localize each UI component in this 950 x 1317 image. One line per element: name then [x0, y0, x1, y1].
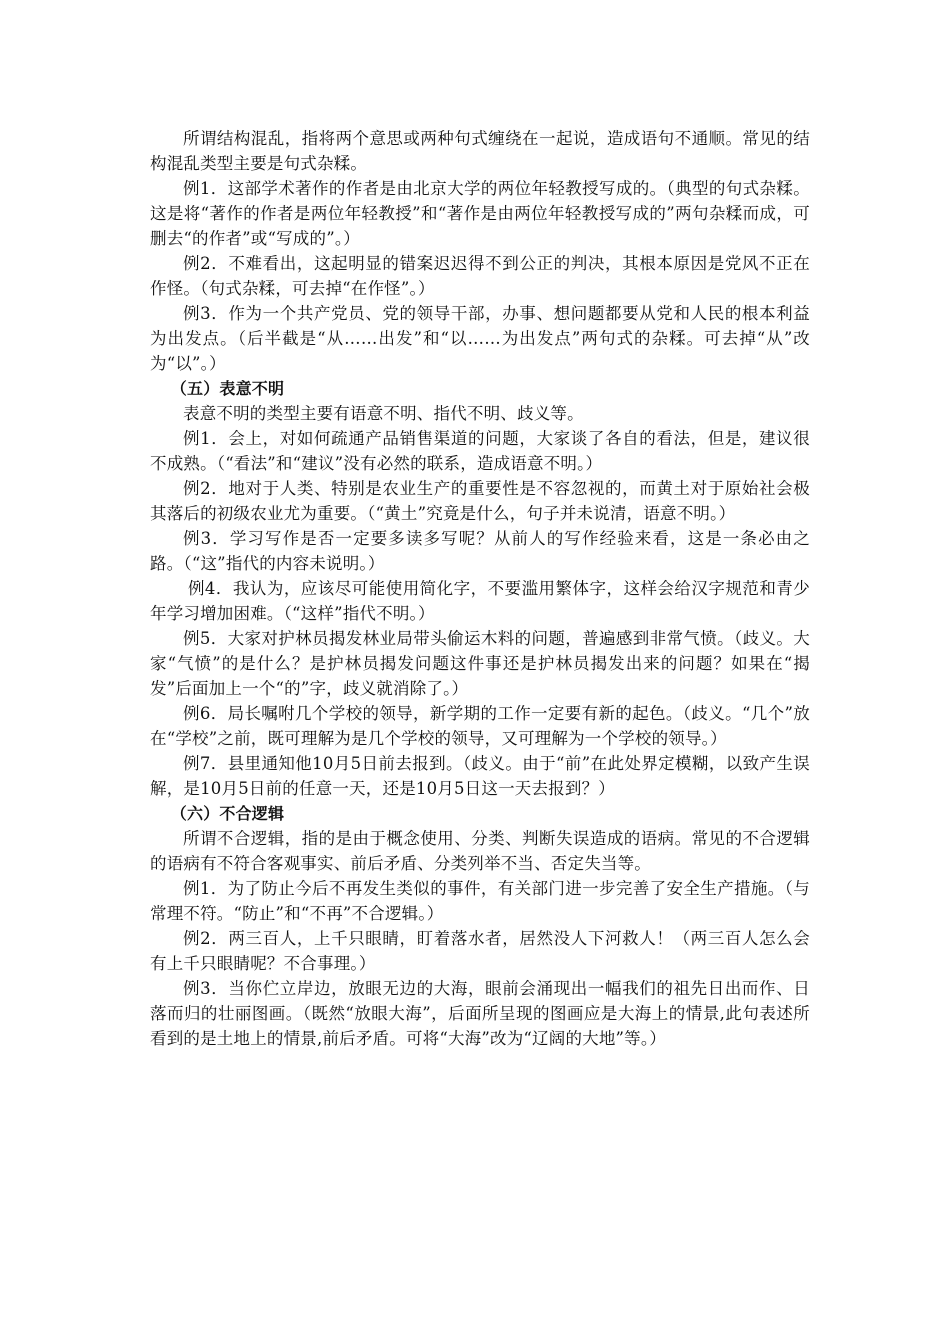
section-heading: （五）表意不明 [170, 379, 285, 398]
paragraph: 例2．不难看出，这起明显的错案迟迟得不到公正的判决，其根本原因是党风不正在作怪。（句式杂糅，可去掉“在作怪”。） [150, 254, 810, 298]
paragraph: 例2．两三百人，上千只眼睛，盯着落水者，居然没人下河救人！（两三百人怎么会有上千只眼睛呢？不合事理。） [150, 929, 810, 973]
paragraph: 例3．学习写作是否一定要多读多写呢？从前人的写作经验来看，这是一条必由之路。（“这”指代的内容未说明。） [150, 529, 810, 573]
paragraph: 例3．作为一个共产党员、党的领导干部，办事、想问题都要从党和人民的根本利益为出发点。（后半截是“从……出发”和“以……为出发点”两句式的杂糅。可去掉“从”改为“以”。） [150, 304, 810, 373]
paragraph: 例5．大家对护林员揭发林业局带头偷运木料的问题，普遍感到非常气愤。（歧义。大家“气愤”的是什么？是护林员揭发问题这件事还是护林员揭发出来的问题？如果在“揭发”后面加上一个“的”字，歧义就消除了。） [150, 629, 810, 698]
paragraph: 例3．当你伫立岸边，放眼无边的大海，眼前会涌现出一幅我们的祖先日出而作、日落而归的壮丽图画。（既然“放眼大海”，后面所呈现的图画应是大海上的情景,此句表述所看到的是土地上的情景,前后矛盾。可将“大海”改为“辽阔的大地”等。） [150, 979, 810, 1048]
paragraph: 例4．我认为，应该尽可能使用简化字，不要滥用繁体字，这样会给汉字规范和青少年学习增加困难。（“这样”指代不明。） [150, 579, 810, 623]
document-body [150, 126, 810, 1051]
paragraph: 例1．为了防止今后不再发生类似的事件，有关部门进一步完善了安全生产措施。（与常理不符。“防止”和“不再”不合逻辑。） [150, 879, 810, 923]
paragraph: 表意不明的类型主要有语意不明、指代不明、歧义等。 [183, 404, 584, 423]
paragraph: 所谓结构混乱，指将两个意思或两种句式缠绕在一起说，造成语句不通顺。常见的结构混乱类型主要是句式杂糅。 [150, 129, 810, 173]
section-heading: （六）不合逻辑 [170, 804, 285, 823]
paragraph: 所谓不合逻辑，指的是由于概念使用、分类、判断失误造成的语病。常见的不合逻辑的语病有不符合客观事实、前后矛盾、分类列举不当、否定失当等。 [150, 829, 810, 873]
paragraph: 例2．地对于人类、特别是农业生产的重要性是不容忽视的，而黄土对于原始社会极其落后的初级农业尤为重要。（“黄土”究竟是什么，句子并未说清，语意不明。） [150, 479, 810, 523]
paragraph: 例1．这部学术著作的作者是由北京大学的两位年轻教授写成的。（典型的句式杂糅。这是将“著作的作者是两位年轻教授”和“著作是由两位年轻教授写成的”两句杂糅而成，可删去“的作者”或“写成的”。） [150, 179, 810, 248]
paragraph: 例7．县里通知他10月5日前去报到。（歧义。由于“前”在此处界定模糊，以致产生误解，是10月5日前的任意一天，还是10月5日这一天去报到？） [150, 754, 810, 798]
paragraph: 例6．局长嘱咐几个学校的领导，新学期的工作一定要有新的起色。（歧义。“几个”放在“学校”之前，既可理解为是几个学校的领导，又可理解为一个学校的领导。） [150, 704, 810, 748]
paragraph: 例1．会上，对如何疏通产品销售渠道的问题，大家谈了各自的看法，但是，建议很不成熟。（“看法”和“建议”没有必然的联系，造成语意不明。） [150, 429, 810, 473]
